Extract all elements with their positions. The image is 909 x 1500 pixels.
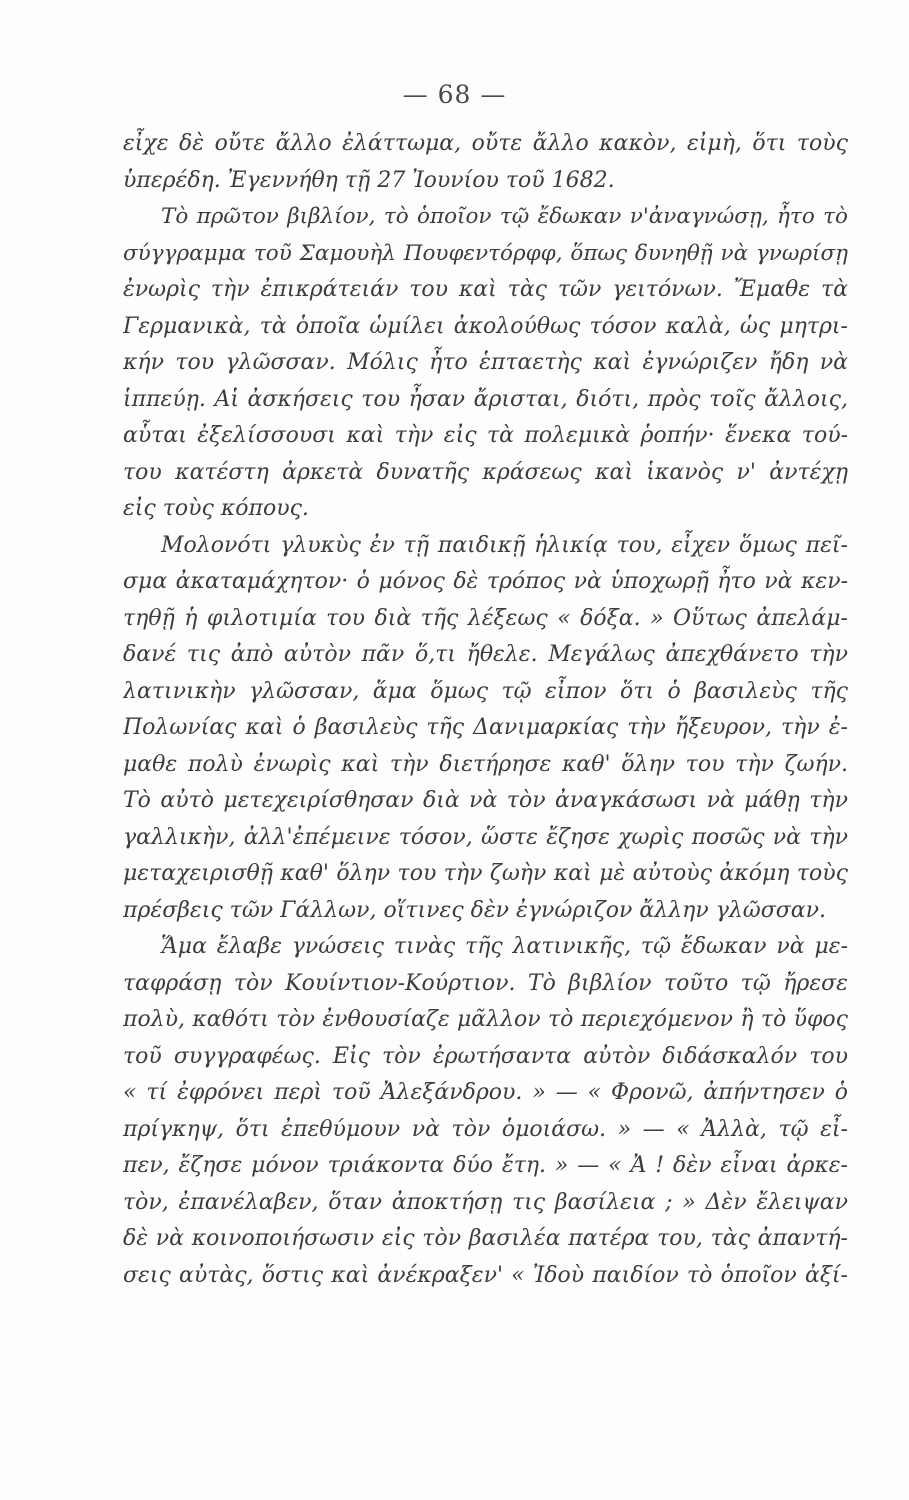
text-line: Ἅμα ἔλαβε γνώσεις τινὰς τῆς λατινικῆς, τῷ ἔδωκαν νὰ με-: [161, 934, 848, 959]
text-line: σεις αὐτὰς, ὅστις καὶ ἀνέκραξεν' « Ἰδοὺ παιδίον τὸ ὁποῖον ἀξί-: [123, 1262, 848, 1288]
text-line: τοῦ συγγραφέως. Εἰς τὸν ἐρωτήσαντα αὐτὸν διδάσκαλόν του: [123, 1043, 848, 1069]
text-line: πρέσβεις τῶν Γάλλων, οἵτινες δὲν ἐγνώριζον ἄλλην γλῶσσαν.: [123, 897, 826, 923]
text-line: Μολονότι γλυκὺς ἐν τῇ παιδικῇ ἡλικίᾳ του, εἶχεν ὅμως πεῖ-: [161, 532, 848, 558]
text-line: λατινικὴν γλῶσσαν, ἅμα ὅμως τῷ εἶπον ὅτι ὁ βασιλεὺς τῆς: [123, 678, 848, 704]
text-line: Πολωνίας καὶ ὁ βασιλεὺς τῆς Δανιμαρκίας τὴν ἤξευρον, τὴν ἐ-: [123, 715, 848, 740]
text-line: Γερμανικὰ, τὰ ὁποῖα ὡμίλει ἀκολούθως τόσον καλὰ, ὡς μητρι-: [123, 313, 848, 339]
text-line: ὑπερέδη. Ἐγεννήθη τῇ 27 Ἰουνίου τοῦ 1682.: [123, 167, 615, 193]
text-line: δὲ νὰ κοινοποιήσωσιν εἰς τὸν βασιλέα πατέρα του, τὰς ἀπαντή-: [123, 1226, 848, 1251]
text-line: εἶχε δὲ οὔτε ἄλλο ἐλάττωμα, οὔτε ἄλλο κακὸν, εἰμὴ, ὅτι τοὺς: [123, 131, 848, 156]
text-line: ἐνωρὶς τὴν ἐπικράτειάν του καὶ τὰς τῶν γειτόνων. Ἔμαθε τὰ: [123, 277, 848, 302]
text-line: πρίγκηψ, ὅτι ἐπεθύμουν νὰ τὸν ὁμοιάσω. » — « Ἀλλὰ, τῷ εἶ-: [123, 1116, 848, 1142]
text-line: τηθῇ ἡ φιλοτιμία του διὰ τῆς λέξεως « δόξα. » Οὕτως ἀπελάμ-: [123, 605, 848, 631]
text-line: του κατέστη ἀρκετὰ δυνατῆς κράσεως καὶ ἱκανὸς ν' ἀντέχῃ: [123, 459, 848, 485]
body-text: [123, 126, 848, 1294]
text-line: πολὺ, καθότι τὸν ἐνθουσίαζε μᾶλλον τὸ περιεχόμενον ἢ τὸ ὕφος: [123, 1007, 848, 1032]
text-line: κήν του γλῶσσαν. Μόλις ἦτο ἑπταετὴς καὶ ἐγνώριζεν ἤδη νὰ: [123, 350, 848, 375]
text-line: δανέ τις ἀπὸ αὐτὸν πᾶν ὅ,τι ἤθελε. Μεγάλως ἀπεχθάνετο τὴν: [123, 642, 848, 667]
text-line: μεταχειρισθῇ καθ' ὅλην του τὴν ζωὴν καὶ μὲ αὐτοὺς ἀκόμη τοὺς: [123, 861, 848, 886]
text-line: αὗται ἐξελίσσουσι καὶ τὴν εἰς τὰ πολεμικὰ ῥοπήν· ἕνεκα τού-: [123, 423, 848, 448]
text-line: Τὸ πρῶτον βιβλίον, τὸ ὁποῖον τῷ ἔδωκαν ν'ἀναγνώσῃ, ἦτο τὸ: [161, 204, 848, 229]
text-line: εἰς τοὺς κόπους.: [123, 496, 309, 521]
text-line: τὸν, ἐπανέλαβεν, ὅταν ἀποκτήσῃ τις βασίλεια ; » Δὲν ἔλειψαν: [123, 1189, 848, 1215]
text-line: Τὸ αὐτὸ μετεχειρίσθησαν διὰ νὰ τὸν ἀναγκάσωσι νὰ μάθῃ τὴν: [123, 788, 848, 813]
page-number: — 68 —: [402, 80, 507, 109]
text-line: « τί ἐφρόνει περὶ τοῦ Ἀλεξάνδρου. » — « Φρονῶ, ἀπήντησεν ὁ: [123, 1080, 848, 1105]
text-line: μαθε πολὺ ἐνωρὶς καὶ τὴν διετήρησε καθ' ὅλην του τὴν ζωήν.: [123, 751, 848, 777]
text-line: ταφράσῃ τὸν Κουίντιον-Κούρτιον. Τὸ βιβλίον τοῦτο τῷ ἤρεσε: [123, 970, 848, 996]
text-line: πεν, ἔζησε μόνον τριάκοντα δύο ἔτη. » — « Ἀ ! δὲν εἶναι ἀρκε-: [123, 1153, 848, 1178]
text-line: σμα ἀκαταμάχητον· ὁ μόνος δὲ τρόπος νὰ ὑποχωρῇ ἦτο νὰ κεν-: [123, 569, 848, 594]
text-line: σύγγραμμα τοῦ Σαμουὴλ Πουφεντόρφφ, ὅπως δυνηθῇ νὰ γνωρίσῃ: [123, 240, 848, 266]
text-line: γαλλικὴν, ἀλλ'ἐπέμεινε τόσον, ὥστε ἔζησε χωρὶς ποσῶς νὰ τὴν: [123, 824, 848, 850]
text-line: ἱππεύῃ. Αἱ ἀσκήσεις του ἦσαν ἄρισται, διότι, πρὸς τοῖς ἄλλοις,: [123, 386, 848, 412]
